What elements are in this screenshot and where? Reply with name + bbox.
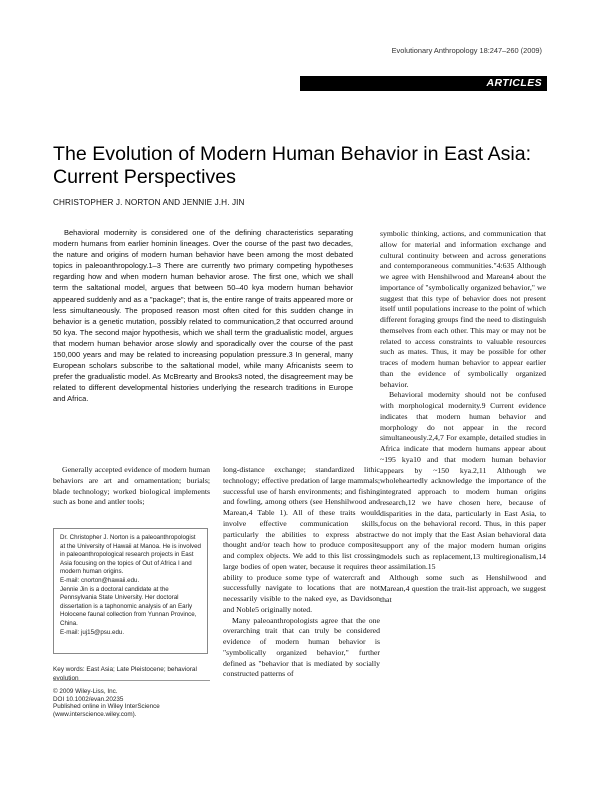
published-online: Published online in Wiley InterScience: [53, 703, 160, 711]
body-paragraph: symbolic thinking, actions, and communication that allow for material and information exchange and cultural continuity between and across generations and contemporaneous communities."4:635 Although we agree with Henshilwood and Marean4 about the importance of "symbolically organized behavior," we suggest that this type of behavior does not present itself until populations increase to the point of which different foraging groups find the need to distinguish themselves from each other. This may or may not be related to access constraints to valuable resources such as mates. Thus, it may be possible for other traces of modern human behavior to appear earlier than the evidence of symbolically organized behavior.: [380, 229, 546, 389]
author-bio-box: [53, 528, 208, 654]
article-authors: CHRISTOPHER J. NORTON AND JENNIE J.H. JIN: [53, 198, 245, 207]
publication-info: [53, 688, 210, 718]
bio-jin: Jennie Jin is a doctoral candidate at the Pennsylvania State University. Her doctoral dissertation is a taphonomic analysis of an Early Holocene faunal collection from Yunnan Province, China.: [60, 585, 197, 627]
bio-jin-email: E-mail: juj15@psu.edu.: [60, 628, 125, 636]
copyright: © 2009 Wiley-Liss, Inc.: [53, 688, 118, 695]
section-label: ARTICLES: [486, 77, 542, 89]
body-column-left: [53, 465, 210, 508]
body-column-middle: [223, 465, 380, 680]
body-paragraph: Although some such as Henshilwood and Marean,4 question the trait-list approach, we suggest that: [380, 573, 546, 604]
body-paragraph: Generally accepted evidence of modern human behaviors are art and ornamentation; burials; blade technology; worked biological implements such as bone and antler tools;: [53, 465, 210, 507]
journal-citation: Evolutionary Anthropology 18:247–260 (2009): [391, 46, 542, 55]
keywords: Key words: East Asia; Late Pleistocene; behavioral evolution: [53, 666, 197, 682]
article-title: The Evolution of Modern Human Behavior in East Asia: Current Perspectives: [53, 143, 532, 188]
doi: DOI 10.1002/evan.20235: [53, 695, 124, 703]
bio-norton-email: E-mail: cnorton@hawaii.edu.: [60, 576, 140, 584]
divider: [53, 680, 210, 681]
publisher-url: (www.interscience.wiley.com).: [53, 710, 137, 718]
body-column-right: [380, 229, 546, 605]
bio-norton: Dr. Christopher J. Norton is a paleoanthropologist at the University of Hawaii at Manoa. He is involved in paleoanthropological research projects in East Asia focusing on the topics of Out of Africa I and modern human origins.: [60, 534, 202, 576]
body-paragraph: Many paleoanthropologists agree that the one overarching trait that can truly be considered evidence of modern human behavior is "symbolically organized behavior," further defined as "behavior that is mediated by socially constructed patterns of: [223, 615, 380, 679]
abstract: Behavioral modernity is considered one of the defining characteristics separating modern humans from earlier hominin lineages. Over the course of the past two decades, the nature and origins of modern human behavior have been among the most debated topics in paleoanthropology.1–3 There are currently two primary competing hypotheses regarding how and when modern human behavior arose. The first one, which we shall term the saltational model, argues that between 50–40 kya modern human behavior appeared suddenly and as a "package"; that is, the entire range of traits appeared more or less simultaneously. The proposed reason most often cited for this sudden change in behavior is a genetic mutation, possibly related to communication,2 that occurred around 50 kya. The second major hypothesis, which we shall term the gradualistic model, argues that modern human behavior arose slowly and sporadically over the course of the past 150,000 years and may be related to increasing population pressure.3 In general, many European scholars subscribe to the saltational model, while many Africanists seem to prefer the gradualistic model. As McBrearty and Brooks3 noted, the disagreement may be related to different developmental histories underlying the research traditions in Europe and Africa.: [53, 228, 353, 404]
body-paragraph: long-distance exchange; standardized lithic technology; effective predation of large mammals; successful use of harsh environments; and fishing and fowling, among others (see Henshilwood and Marean,4 Table 1). All of these traits would involve effective communication skills, particularly the abilities to express abstract thought and/or teach how to produce composite and complex objects. We add to this list crossing large bodies of open water, because it requires the ability to produce some type of watercraft and successfully navigate to locations that are not necessarily visible to the naked eye, as Davidson and Noble5 originally noted.: [223, 465, 380, 614]
body-paragraph: Behavioral modernity should not be confused with morphological modernity.9 Current evidence indicates that modern human behavior and morphology do not appear in the record simultaneously.2,4,7 For example, detailed studies in Africa indicate that modern humans appear about ~195 kya10 and that modern human behavior appears by ~150 kya.2,11 Although we wholeheartedly acknowledge the importance of the integrated approach to modern human origins research,12 we have chosen here, because of disparities in the data, particularly in East Asia, to focus on the behavioral record. Thus, in this paper we do not imply that the East Asian behavioral data support any of the major modern human origins models such as replacement,13 multiregionalism,14 or assimilation.15: [380, 390, 546, 572]
